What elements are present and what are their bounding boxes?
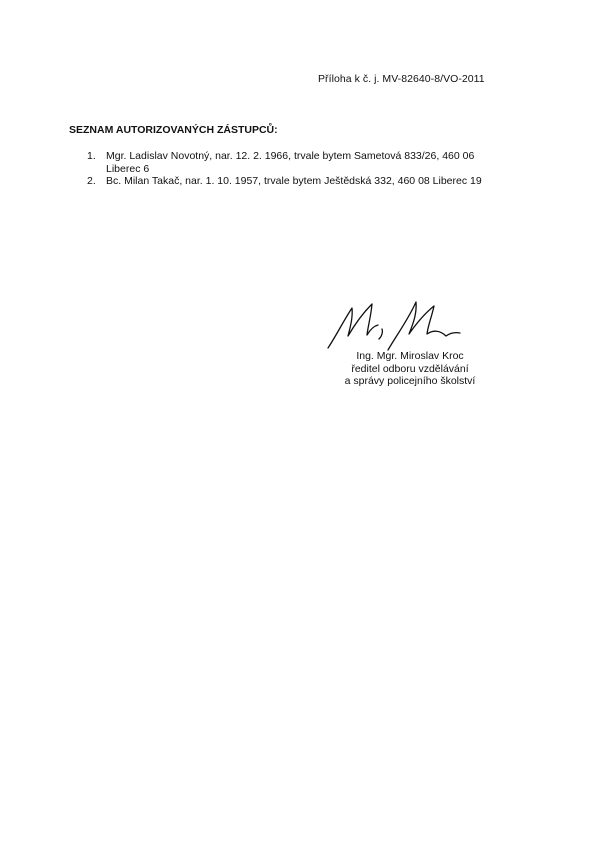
list-item-text: Liberec 6 xyxy=(106,162,150,175)
list-item-text: Bc. Milan Takač, nar. 1. 10. 1957, trvale bytem Ještědská 332, 460 08 Liberec 19 xyxy=(106,175,482,187)
list-item-number: 1. xyxy=(87,150,96,162)
signer-title: a správy policejního školství xyxy=(344,375,476,387)
list-item-number: 2. xyxy=(87,175,96,187)
signer-title: ředitel odboru vzdělávání xyxy=(351,362,469,375)
signer-name: Ing. Mgr. Miroslav Kroc xyxy=(356,350,464,362)
list-item xyxy=(87,150,527,175)
handwritten-signature xyxy=(322,292,464,352)
list-heading: SEZNAM AUTORIZOVANÝCH ZÁSTUPCŮ: xyxy=(69,124,278,136)
list-item-text: Mgr. Ladislav Novotný, nar. 12. 2. 1966, trvale bytem Sametová 833/26, 460 06 xyxy=(106,150,475,162)
document-reference: Příloha k č. j. MV-82640-8/VO-2011 xyxy=(318,73,485,85)
list-item xyxy=(87,175,527,188)
signature-block xyxy=(320,350,500,388)
representatives-list xyxy=(87,150,527,188)
